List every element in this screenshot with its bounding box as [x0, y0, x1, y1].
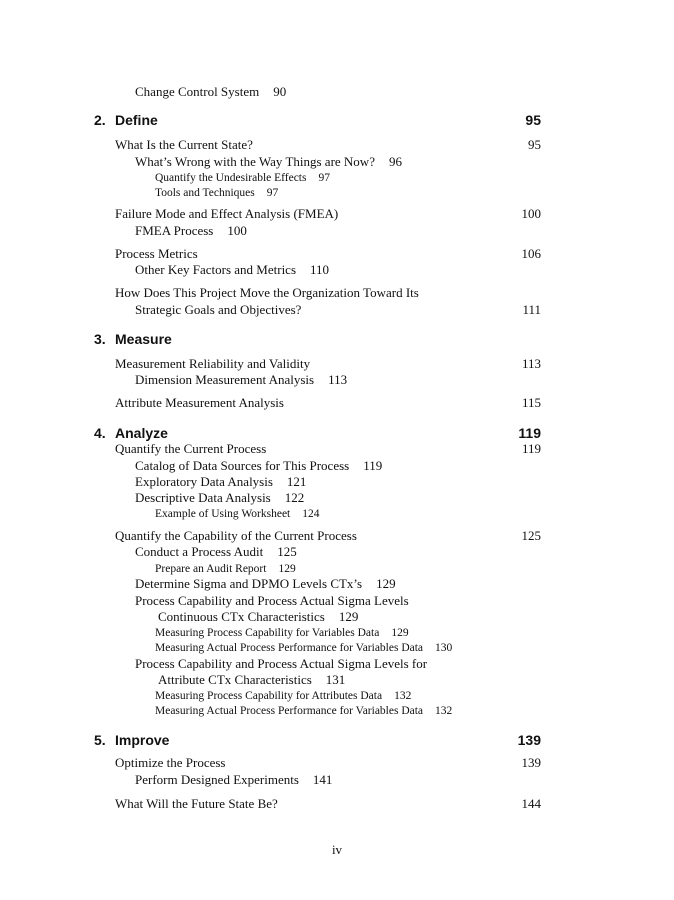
toc-entry-title: Catalog of Data Sources for This Process	[135, 458, 350, 473]
toc-entry-page: 119	[521, 441, 541, 456]
chapter-title: Analyze	[115, 425, 168, 441]
toc-entry	[115, 356, 310, 372]
toc-entry-title: Measuring Process Capability for Attributes Data	[155, 690, 383, 702]
toc-entry	[155, 625, 409, 641]
chapter-number: 5.	[94, 732, 106, 748]
toc-entry-page: 122	[284, 490, 305, 505]
toc-entry-title: Descriptive Data Analysis	[135, 490, 271, 505]
chapter-number: 2.	[94, 112, 106, 128]
toc-entry-page: 139	[521, 755, 541, 770]
toc-entry	[135, 593, 409, 609]
toc-entry-page: 129	[278, 563, 296, 575]
toc-entry-title: Optimize the Process	[115, 755, 226, 770]
toc-entry-title: Other Key Factors and Metrics	[135, 262, 297, 277]
toc-entry	[115, 528, 357, 544]
toc-entry-page: 125	[521, 528, 541, 543]
toc-entry	[155, 688, 411, 704]
toc-entry	[115, 285, 419, 301]
toc-entry	[135, 474, 306, 490]
toc-entry-title: Measurement Reliability and Validity	[115, 356, 311, 371]
toc-entry	[135, 576, 396, 592]
toc-entry-page: 115	[521, 395, 541, 410]
toc-entry-title: Attribute CTx Characteristics	[158, 672, 312, 687]
toc-entry	[135, 262, 329, 278]
toc-entry	[115, 441, 266, 457]
toc-entry	[115, 796, 278, 812]
toc-entry-title: Tools and Techniques	[155, 187, 255, 199]
toc-entry-title-continued: Strategic Goals and Objectives?	[135, 302, 302, 317]
toc-entry	[155, 703, 452, 719]
toc-entry-title: What Will the Future State Be?	[115, 796, 278, 811]
toc-entry-title: Quantify the Capability of the Current Process	[115, 528, 357, 543]
toc-entry	[135, 372, 347, 388]
chapter-number: 4.	[94, 425, 106, 441]
toc-entry-page: 132	[394, 690, 412, 702]
toc-entry	[115, 755, 225, 771]
toc-entry	[135, 223, 247, 239]
chapter-title: Measure	[115, 331, 172, 347]
toc-entry	[135, 458, 382, 474]
toc-entry-page: 96	[388, 154, 402, 169]
toc-entry-title: FMEA Process	[135, 223, 214, 238]
toc-entry-page: 124	[302, 508, 320, 520]
toc-entry-title: Quantify the Undesirable Effects	[155, 172, 307, 184]
chapter-page: 95	[525, 112, 541, 128]
toc-entry-title: Measuring Actual Process Performance for Variables Data	[155, 642, 424, 654]
toc-entry-page: 130	[435, 642, 453, 654]
toc-entry-page: 100	[227, 223, 247, 238]
toc-entry-title: Example of Using Worksheet	[155, 508, 291, 520]
toc-entry-page: 106	[521, 246, 541, 261]
toc-entry-page: 113	[328, 372, 348, 387]
toc-entry-title: Change Control System	[135, 84, 260, 99]
chapter-title: Improve	[115, 732, 170, 748]
toc-entry	[115, 137, 253, 153]
toc-entry	[135, 772, 332, 788]
toc-entry-title: Dimension Measurement Analysis	[135, 372, 315, 387]
page-number: iv	[331, 842, 343, 857]
toc-entry	[135, 84, 286, 100]
toc-entry-page: 121	[286, 474, 307, 489]
toc-entry	[155, 185, 278, 201]
toc-entry	[155, 170, 330, 186]
toc-entry-page: 111	[522, 302, 541, 317]
toc-entry	[155, 561, 296, 577]
toc-entry	[158, 672, 345, 688]
toc-entry	[115, 246, 198, 262]
toc-entry-title: Prepare an Audit Report	[155, 563, 267, 575]
toc-entry-page: 144	[521, 796, 541, 811]
toc-entry-page: 141	[312, 772, 333, 787]
toc-entry	[135, 154, 402, 170]
toc-entry-title: Perform Designed Experiments	[135, 772, 299, 787]
toc-entry	[135, 544, 297, 560]
chapter-heading	[94, 331, 172, 348]
chapter-heading	[94, 732, 169, 749]
toc-entry-page: 110	[310, 262, 330, 277]
chapter-heading	[94, 425, 168, 442]
toc-entry-title: Continuous CTx Characteristics	[158, 609, 325, 624]
toc-entry-page: 129	[391, 627, 409, 639]
toc-entry	[155, 506, 320, 522]
toc-entry-title: Exploratory Data Analysis	[135, 474, 273, 489]
toc-entry-page: 119	[363, 458, 383, 473]
toc-entry-title: What’s Wrong with the Way Things are Now?	[135, 154, 375, 169]
toc-entry-page: 131	[325, 672, 346, 687]
toc-entry-page: 97	[318, 172, 330, 184]
chapter-page: 119	[518, 425, 541, 441]
toc-entry-title: Failure Mode and Effect Analysis (FMEA)	[115, 206, 339, 221]
toc-entry-page: 132	[435, 705, 453, 717]
toc-entry	[135, 302, 301, 318]
toc-entry-page: 113	[521, 356, 541, 371]
chapter-page: 139	[517, 732, 541, 748]
toc-entry-page: 129	[338, 609, 359, 624]
chapter-number: 3.	[94, 331, 106, 347]
toc-entry-page: 97	[266, 187, 279, 199]
toc-entry-title: Measuring Actual Process Performance for Variables Data	[155, 705, 424, 717]
toc-entry-page: 125	[277, 544, 297, 559]
toc-entry-page: 95	[528, 137, 541, 152]
chapter-title: Define	[115, 112, 158, 128]
toc-entry-title: Process Capability and Process Actual Sigma Levels	[135, 593, 409, 608]
toc-entry	[158, 609, 358, 625]
toc-entry-title: Quantify the Current Process	[115, 441, 267, 456]
chapter-heading	[94, 112, 158, 129]
toc-entry-page: 90	[273, 84, 287, 99]
toc-entry-title: Attribute Measurement Analysis	[115, 395, 284, 410]
toc-entry-title: Determine Sigma and DPMO Levels CTx’s	[135, 576, 363, 591]
toc-entry	[155, 640, 452, 656]
toc-entry-title: Process Capability and Process Actual Sigma Levels for	[135, 656, 428, 671]
toc-entry	[135, 656, 427, 672]
toc-entry-page: 129	[376, 576, 396, 591]
toc-entry-title: How Does This Project Move the Organization Toward Its	[115, 285, 419, 300]
toc-entry-title: Process Metrics	[115, 246, 198, 261]
toc-entry	[115, 395, 284, 411]
toc-entry-title: Conduct a Process Audit	[135, 544, 264, 559]
toc-entry	[115, 206, 338, 222]
toc-entry	[135, 490, 304, 506]
toc-entry-title: What Is the Current State?	[115, 137, 253, 152]
toc-entry-page: 100	[521, 206, 541, 221]
toc-entry-title: Measuring Process Capability for Variables Data	[155, 627, 380, 639]
